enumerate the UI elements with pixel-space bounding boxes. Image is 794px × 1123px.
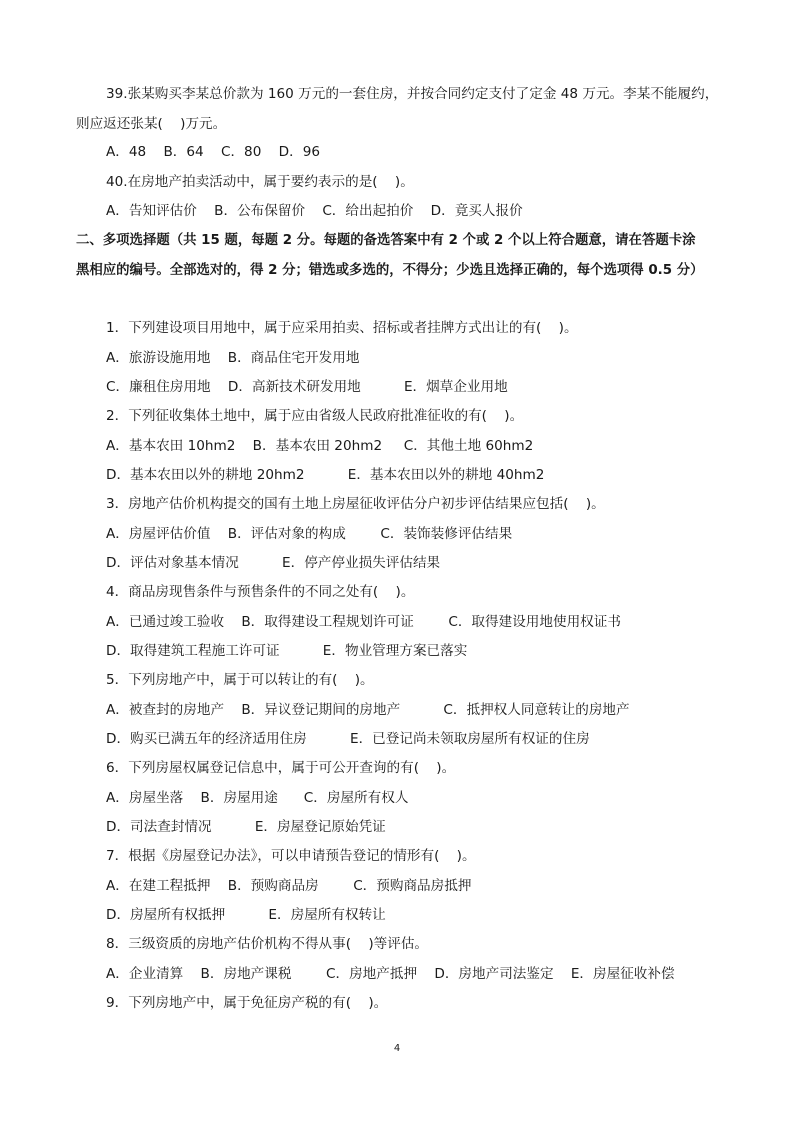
q2-stem: 2．下列征收集体土地中，属于应由省级人民政府批准征收的有( )。: [106, 408, 524, 424]
q3-options-2: D．评估对象基本情况 E．停产停业损失评估结果: [106, 555, 441, 571]
q7-options-1: A．在建工程抵押 B．预购商品房 C．预购商品房抵押: [106, 878, 472, 894]
q4-options-1: A．已通过竣工验收 B．取得建设工程规划许可证 C．取得建设用地使用权证书: [106, 614, 621, 630]
q7-options-2: D．房屋所有权抵押 E．房屋所有权转让: [106, 907, 386, 923]
q5-options-2: D．购买已满五年的经济适用住房 E．已登记尚未领取房屋所有权证的住房: [106, 731, 590, 747]
q39-line2: 则应返还张某( )万元。: [76, 116, 227, 132]
q4-stem: 4．商品房现售条件与预售条件的不同之处有( )。: [106, 584, 415, 600]
q39-line1: 39.张某购买李某总价款为 160 万元的一套住房，并按合同约定支付了定金 48 万元。李某不能履约，: [106, 86, 719, 102]
q3-stem: 3．房地产估价机构提交的国有土地上房屋征收评估分户初步评估结果应包括( )。: [106, 496, 605, 512]
q39-options: A．48 B．64 C．80 D．96: [106, 144, 321, 160]
q8-options-1: A．企业清算 B．房地产课税 C．房地产抵押 D．房地产司法鉴定 E．房屋征收补偿: [106, 966, 675, 982]
q2-options-2: D．基本农田以外的耕地 20hm2 E．基本农田以外的耕地 40hm2: [106, 467, 545, 483]
q5-options-1: A．被查封的房地产 B．异议登记期间的房地产 C．抵押权人同意转让的房地产: [106, 702, 630, 718]
q7-stem: 7．根据《房屋登记办法》，可以申请预告登记的情形有( )。: [106, 848, 476, 864]
q8-stem: 8．三级资质的房地产估价机构不得从事( )等评估。: [106, 936, 429, 952]
q40-options: A．告知评估价 B．公布保留价 C．给出起拍价 D．竟买人报价: [106, 203, 523, 219]
section2-heading-line2: 黑相应的编号。全部选对的，得 2 分；错选或多选的，不得分；少选且选择正确的，每个选项得 0.5 分）: [76, 263, 704, 278]
q4-options-2: D．取得建筑工程施工许可证 E．物业管理方案已落实: [106, 643, 468, 659]
q9-stem: 9．下列房地产中，属于免征房产税的有( )。: [106, 995, 388, 1011]
q6-stem: 6．下列房屋权属登记信息中，属于可公开查询的有( )。: [106, 760, 456, 776]
q40-stem: 40.在房地产拍卖活动中，属于要约表示的是( )。: [106, 174, 414, 190]
q1-options-1: A．旅游设施用地 B．商品住宅开发用地: [106, 350, 360, 366]
q5-stem: 5．下列房地产中，属于可以转让的有( )。: [106, 672, 374, 688]
section2-heading-line1: 二、多项选择题（共 15 题，每题 2 分。每题的备选答案中有 2 个或 2 个以上符合题意，请在答题卡涂: [76, 233, 696, 248]
q3-options-1: A．房屋评估价值 B．评估对象的构成 C．装饰装修评估结果: [106, 526, 513, 542]
q1-options-2: C．廉租住房用地 D．高新技术研发用地 E．烟草企业用地: [106, 379, 508, 395]
q6-options-2: D．司法查封情况 E．房屋登记原始凭证: [106, 819, 386, 835]
q6-options-1: A．房屋坐落 B．房屋用途 C．房屋所有权人: [106, 790, 409, 806]
q1-stem: 1．下列建设项目用地中，属于应采用拍卖、招标或者挂牌方式出让的有( )。: [106, 320, 578, 336]
q2-options-1: A．基本农田 10hm2 B．基本农田 20hm2 C．其他土地 60hm2: [106, 438, 534, 454]
page-number: 4: [393, 1043, 401, 1054]
